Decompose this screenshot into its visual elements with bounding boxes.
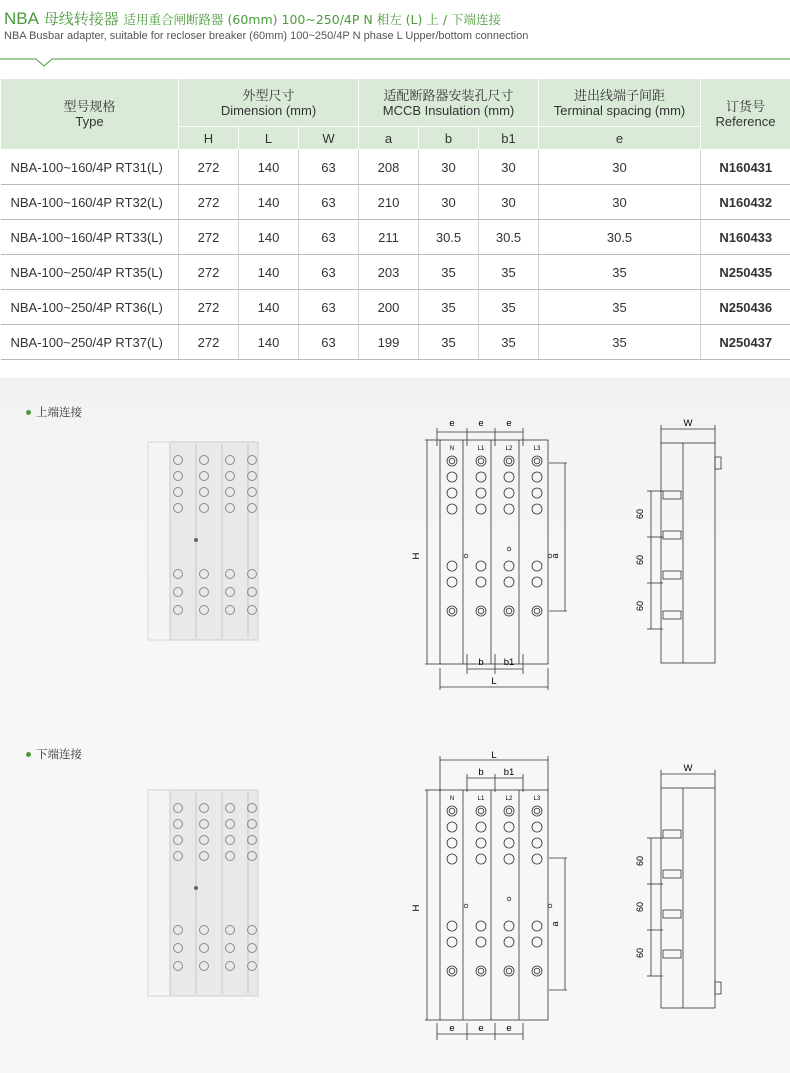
dim-L: L (491, 750, 497, 761)
mounting-hole (447, 937, 457, 947)
mounting-hole (504, 472, 514, 482)
dim-b: b (478, 767, 484, 778)
mounting-hole (504, 838, 514, 848)
value-cell: 63 (299, 150, 359, 185)
value-cell: 30 (479, 150, 539, 185)
mounting-hole (548, 904, 552, 908)
type-cell: NBA-100~250/4P RT36(L) (1, 290, 179, 325)
phase-L2: L2 (505, 796, 513, 802)
front-drawing-upper (405, 408, 580, 708)
mounting-hole (532, 577, 542, 587)
screw (194, 538, 198, 542)
dim-e-1: e (449, 418, 455, 429)
value-cell: 272 (179, 290, 239, 325)
dim-spacing-3: 60 (635, 947, 645, 959)
phase-L2: L2 (505, 446, 513, 452)
dim-e-3: e (506, 418, 512, 429)
value-cell: 35 (479, 290, 539, 325)
mounting-hole (478, 968, 484, 974)
subheader-b: b (419, 127, 479, 150)
mounting-hole (534, 608, 540, 614)
mounting-hole (534, 968, 540, 974)
product-render-lower (140, 778, 280, 1008)
dim-L: L (491, 676, 497, 687)
dim-b1: b1 (503, 767, 515, 778)
phase-L1: L1 (477, 796, 485, 802)
value-cell: 199 (359, 325, 419, 360)
drawing-panel (0, 378, 790, 1073)
mounting-hole (532, 854, 542, 864)
value-cell: 140 (239, 325, 299, 360)
value-cell: 203 (359, 255, 419, 290)
dim-e-2: e (478, 418, 484, 429)
value-cell: 272 (179, 325, 239, 360)
side-drawing-lower (625, 758, 735, 1018)
mounting-hole (447, 561, 457, 571)
mounting-hole (534, 808, 540, 814)
mounting-hole (532, 822, 542, 832)
mounting-hole (447, 921, 457, 931)
phase-N: N (449, 796, 455, 802)
mounting-hole (504, 806, 514, 816)
mounting-hole (504, 577, 514, 587)
mounting-hole (449, 808, 455, 814)
value-cell: 140 (239, 150, 299, 185)
adapter-side (148, 790, 170, 996)
mounting-hole (504, 921, 514, 931)
value-cell: 30 (479, 185, 539, 220)
value-cell: 63 (299, 185, 359, 220)
reference-cell: N160432 (701, 185, 790, 220)
header-type: 型号规格 Type (1, 79, 179, 150)
mounting-hole (478, 808, 484, 814)
value-cell: 63 (299, 220, 359, 255)
value-cell: 35 (479, 325, 539, 360)
mounting-hole (532, 606, 542, 616)
mounting-hole (504, 504, 514, 514)
mounting-hole (504, 488, 514, 498)
mounting-hole (447, 854, 457, 864)
mounting-hole (476, 456, 486, 466)
table-row (1, 220, 790, 255)
dim-b1: b1 (503, 657, 515, 668)
subheader-L: L (239, 127, 299, 150)
mounting-hole (534, 458, 540, 464)
phase-L3: L3 (533, 796, 541, 802)
reference-cell: N160431 (701, 150, 790, 185)
header-dimension: 外型尺寸 Dimension (mm) (179, 79, 359, 127)
phase-N: N (449, 446, 455, 452)
dim-e-2: e (478, 1023, 484, 1034)
product-render-upper (140, 430, 280, 650)
value-cell: 30.5 (539, 220, 701, 255)
dim-W: W (683, 763, 693, 774)
mounting-hole (504, 937, 514, 947)
mounting-hole (504, 456, 514, 466)
subheader-W: W (299, 127, 359, 150)
mounting-hole (504, 561, 514, 571)
mounting-hole (447, 822, 457, 832)
header-rule (0, 58, 790, 70)
mounting-hole (506, 968, 512, 974)
value-cell: 30.5 (419, 220, 479, 255)
value-cell: 208 (359, 150, 419, 185)
mounting-hole (504, 822, 514, 832)
mounting-hole (447, 966, 457, 976)
mounting-hole (532, 966, 542, 976)
mounting-hole (478, 608, 484, 614)
mounting-hole (447, 504, 457, 514)
mounting-hole (476, 838, 486, 848)
mounting-hole (464, 554, 468, 558)
title-model: NBA (4, 9, 39, 28)
type-cell: NBA-100~160/4P RT31(L) (1, 150, 179, 185)
title-english: NBA Busbar adapter, suitable for recloser breaker (60mm) 100~250/4P N phase L Upper/bottom connection (4, 30, 529, 42)
mounting-hole (476, 822, 486, 832)
dim-spacing-1: 60 (635, 508, 645, 520)
mounting-hole (532, 488, 542, 498)
type-cell: NBA-100~160/4P RT32(L) (1, 185, 179, 220)
value-cell: 140 (239, 185, 299, 220)
phase-L3: L3 (533, 446, 541, 452)
dim-e-3: e (506, 1023, 512, 1034)
subheader-a: a (359, 127, 419, 150)
dim-spacing-2: 60 (635, 554, 645, 566)
subheader-b1: b1 (479, 127, 539, 150)
value-cell: 63 (299, 325, 359, 360)
mounting-hole (447, 606, 457, 616)
bullet-icon (26, 752, 31, 757)
mounting-hole (447, 488, 457, 498)
subheader-H: H (179, 127, 239, 150)
dim-H: H (411, 904, 422, 912)
mounting-hole (532, 504, 542, 514)
mounting-hole (478, 458, 484, 464)
table-row (1, 150, 790, 185)
mounting-hole (504, 966, 514, 976)
value-cell: 272 (179, 150, 239, 185)
mounting-hole (532, 472, 542, 482)
page-header (4, 8, 786, 42)
reference-cell: N250437 (701, 325, 790, 360)
mounting-hole (476, 854, 486, 864)
value-cell: 30 (419, 185, 479, 220)
mounting-hole (464, 904, 468, 908)
mounting-hole (447, 577, 457, 587)
mounting-hole (476, 504, 486, 514)
value-cell: 30 (419, 150, 479, 185)
screw (194, 886, 198, 890)
mounting-hole (476, 472, 486, 482)
mounting-hole (504, 854, 514, 864)
value-cell: 35 (539, 290, 701, 325)
dim-spacing-1: 60 (635, 855, 645, 867)
value-cell: 272 (179, 220, 239, 255)
dim-e-1: e (449, 1023, 455, 1034)
type-cell: NBA-100~160/4P RT33(L) (1, 220, 179, 255)
page-title (4, 8, 786, 29)
mounting-hole (532, 921, 542, 931)
mounting-hole (476, 577, 486, 587)
reference-cell: N250436 (701, 290, 790, 325)
type-cell: NBA-100~250/4P RT37(L) (1, 325, 179, 360)
mounting-hole (476, 806, 486, 816)
mounting-hole (476, 606, 486, 616)
table-row (1, 255, 790, 290)
section-lower-connection: 下端连接 (26, 746, 82, 762)
dim-H: H (411, 552, 422, 560)
header-mccb: 适配断路器安装孔尺寸 MCCB Insulation (mm) (359, 79, 539, 127)
mounting-hole (447, 838, 457, 848)
mounting-hole (507, 547, 511, 551)
table-row (1, 185, 790, 220)
table-row (1, 325, 790, 360)
dim-b: b (478, 657, 484, 668)
mounting-hole (447, 472, 457, 482)
value-cell: 30.5 (479, 220, 539, 255)
value-cell: 35 (419, 290, 479, 325)
value-cell: 210 (359, 185, 419, 220)
value-cell: 35 (419, 255, 479, 290)
mounting-hole (532, 937, 542, 947)
subheader-e: e (539, 127, 701, 150)
value-cell: 63 (299, 290, 359, 325)
dim-spacing-2: 60 (635, 901, 645, 913)
mounting-hole (532, 838, 542, 848)
value-cell: 272 (179, 185, 239, 220)
mounting-hole (449, 968, 455, 974)
mounting-hole (507, 897, 511, 901)
type-cell: NBA-100~250/4P RT35(L) (1, 255, 179, 290)
mounting-hole (476, 966, 486, 976)
mounting-hole (532, 456, 542, 466)
value-cell: 140 (239, 290, 299, 325)
mounting-hole (476, 937, 486, 947)
mounting-hole (532, 561, 542, 571)
mounting-hole (447, 806, 457, 816)
mounting-hole (504, 606, 514, 616)
value-cell: 272 (179, 255, 239, 290)
mounting-hole (476, 488, 486, 498)
reference-cell: N250435 (701, 255, 790, 290)
title-cn: 母线转接器 (43, 10, 119, 28)
title-subtitle: 适用重合闸断路器 (60mm) 100~250/4P N 相左 (L) 上 / 下端连接 (123, 12, 502, 27)
value-cell: 35 (419, 325, 479, 360)
value-cell: 30 (539, 150, 701, 185)
value-cell: 63 (299, 255, 359, 290)
dim-W: W (683, 418, 693, 429)
mounting-hole (506, 458, 512, 464)
dim-a: a (550, 921, 561, 927)
mounting-hole (447, 456, 457, 466)
side-drawing-upper (625, 413, 735, 673)
dim-a: a (550, 553, 561, 559)
front-drawing-lower (405, 748, 580, 1048)
value-cell: 211 (359, 220, 419, 255)
dim-spacing-3: 60 (635, 600, 645, 612)
value-cell: 35 (539, 325, 701, 360)
value-cell: 30 (539, 185, 701, 220)
mounting-hole (476, 921, 486, 931)
header-terminal: 进出线端子间距 Terminal spacing (mm) (539, 79, 701, 127)
mounting-hole (506, 608, 512, 614)
mounting-hole (449, 458, 455, 464)
mounting-hole (476, 561, 486, 571)
value-cell: 140 (239, 220, 299, 255)
adapter-side (148, 442, 170, 640)
reference-cell: N160433 (701, 220, 790, 255)
spec-table (0, 78, 790, 360)
phase-L1: L1 (477, 446, 485, 452)
value-cell: 140 (239, 255, 299, 290)
value-cell: 35 (479, 255, 539, 290)
value-cell: 35 (539, 255, 701, 290)
mounting-hole (449, 608, 455, 614)
section-upper-connection: 上端连接 (26, 404, 82, 420)
mounting-hole (506, 808, 512, 814)
value-cell: 200 (359, 290, 419, 325)
mounting-hole (532, 806, 542, 816)
table-row (1, 290, 790, 325)
header-reference: 订货号 Reference (701, 79, 790, 150)
bullet-icon (26, 410, 31, 415)
